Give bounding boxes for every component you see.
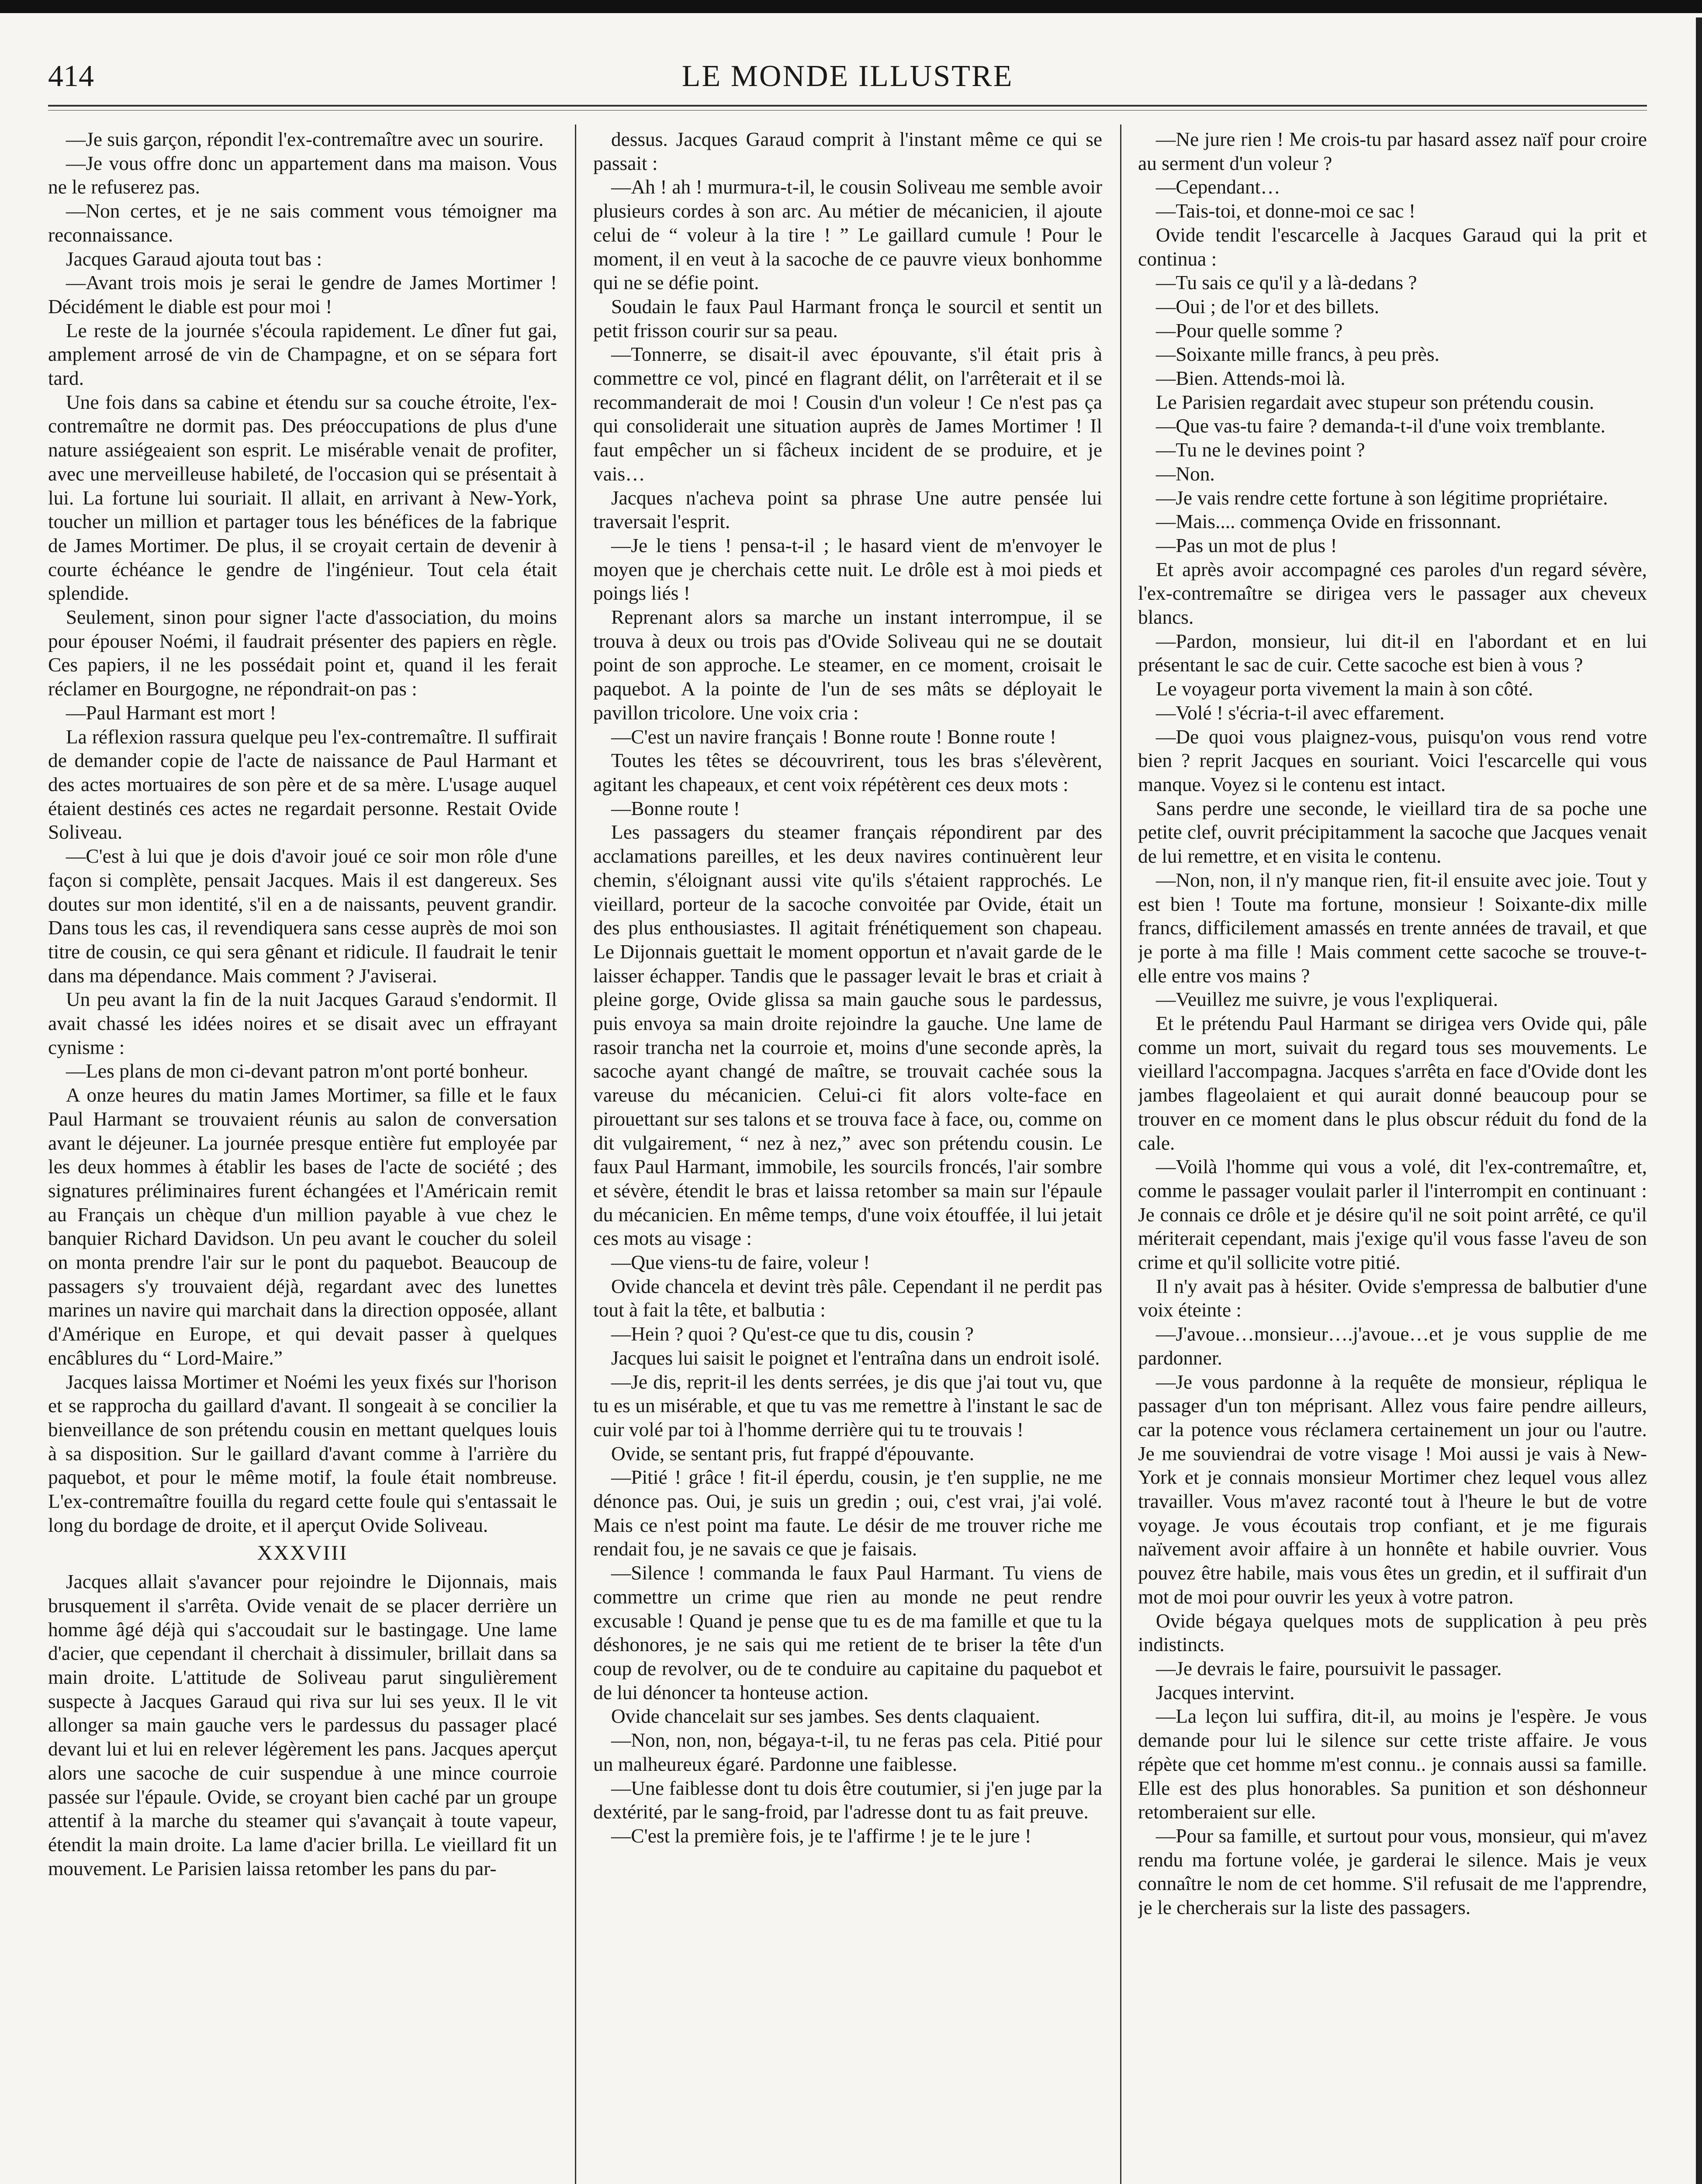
paragraph: —Je vous pardonne à la requête de monsieur, répliqua le passager d'un ton méprisant. Allez vous faire pendre ailleurs, car la potence vous réclamera certainement un jour ou l'autre. Je me souviendrai de votre visage ! Moi aussi je vais à New-York et je connais monsieur Mortimer chez lequel vous allez travailler. Vous m'avez raconté tout à l'heure le but de votre voyage. Je vous écoutais trop confiant, et je me figurais naïvement avoir affaire à un honnête et habile ouvrier. Vous pouvez être habile, mais vous êtes un gredin, et il suffirait d'un mot de moi pour ouvrir les yeux à votre patron. [1138, 1371, 1647, 1608]
paragraph: Jacques Garaud ajouta tout bas : [66, 248, 322, 270]
journal-title: LE MONDE ILLUSTRE [681, 59, 1014, 93]
paragraph: —Voilà l'homme qui vous a volé, dit l'ex-contremaître, et, comme le passager voulait parler il l'interrompit en continuant : Je connais ce drôle et je désire qu'il ne soit point arrêté, ce qu'il mériterait cependant, mais j'exige qu'il vous fasse l'aveu de son crime et qu'il sollicite votre pitié. [1138, 1156, 1647, 1274]
paragraph: —Ah ! ah ! murmura-t-il, le cousin Soliveau me semble avoir plusieurs cordes à son arc. Au métier de mécanicien, il ajoute celui de “ voleur à la tire ! ” Le gaillard cumule ! Pour le moment, il en veut à la sacoche de ce pauvre vieux bonhomme qui ne se défie point. [593, 176, 1102, 294]
paragraph: —Non. [1155, 463, 1215, 485]
paragraph: Jacques lui saisit le poignet et l'entraîna dans un endroit isolé. [611, 1347, 1100, 1369]
paragraph: —Paul Harmant est mort ! [66, 702, 277, 724]
article-columns [48, 128, 1647, 2184]
text-column-2 [593, 128, 1102, 2184]
column-divider-2 [1120, 124, 1121, 2184]
paragraph: —Tonnerre, se disait-il avec épouvante, s'il était pris à commettre ce vol, pincé en flagrant délit, on l'arrêterait et il se recommanderait de moi ! Cousin d'un voleur ! Ce n'est pas ça qui consoliderait une situation auprès de James Mortimer ! Il faut empêcher un si fâcheux incident de se produire, et je vais… [593, 343, 1102, 485]
paragraph: —C'est la première fois, je te l'affirme ! je te le jure ! [611, 1825, 1031, 1847]
paragraph: Ovide bégaya quelques mots de supplication à peu près indistincts. [1138, 1610, 1647, 1656]
paragraph: —Tais-toi, et donne-moi ce sac ! [1155, 200, 1416, 222]
paragraph: Les passagers du steamer français répondirent par des acclamations pareilles, et les deux navires continuèrent leur chemin, s'éloignant aussi vite qu'ils s'étaient rapprochés. Le vieillard, porteur de la sacoche convoitée par Ovide, était un des plus enthousiastes. Il agitait frénétiquement son chapeau. Le Dijonnais guettait le moment opportun et n'avait garde de le laisser échapper. Tandis que le passager levait le bras et criait à pleine gorge, Ovide glissa sa main gauche sous le pardessus, puis envoya sa main droite rejoindre la gauche. Une lame de rasoir trancha net la courroie et, moins d'une seconde après, la sacoche ayant changé de maître, se trouvait cachée sous la vareuse du mécanicien. Celui-ci fit alors volte-face en pirouettant sur ses talons et se trouva face à face, ou, comme on dit vulgairement, “ nez à nez,” avec son prétendu cousin. Le faux Paul Harmant, immobile, les sourcils froncés, l'air sombre et sévère, étendit le bras et laissa retomber sa main sur l'épaule du mécanicien. En même temps, d'une voix étouffée, il lui jetait ces mots au visage : [593, 821, 1102, 1250]
paragraph: Il n'y avait pas à hésiter. Ovide s'empressa de balbutier d'une voix éteinte : [1138, 1275, 1647, 1321]
header-rule [48, 105, 1647, 111]
paragraph: Sans perdre une seconde, le vieillard tira de sa poche une petite clef, ouvrit précipitamment la sacoche que Jacques venait de lui remettre, et en visita le contenu. [1138, 797, 1647, 867]
paragraph: —Pour quelle somme ? [1155, 319, 1343, 342]
paragraph: —C'est un navire français ! Bonne route ! Bonne route ! [611, 726, 1056, 748]
paragraph: —Je vais rendre cette fortune à son légitime propriétaire. [1155, 487, 1608, 509]
paragraph: dessus. Jacques Garaud comprit à l'instant même ce qui se passait : [593, 128, 1102, 174]
page-number: 414 [48, 59, 94, 93]
paragraph: —Hein ? quoi ? Qu'est-ce que tu dis, cousin ? [611, 1323, 974, 1345]
paragraph: Jacques n'acheva point sa phrase Une autre pensée lui traversait l'esprit. [593, 487, 1102, 533]
paragraph: —Que viens-tu de faire, voleur ! [611, 1251, 870, 1274]
paragraph: Ovide chancelait sur ses jambes. Ses dents claquaient. [611, 1705, 1040, 1728]
paragraph: Et après avoir accompagné ces paroles d'un regard sévère, l'ex-contremaître se dirigea vers le passager aux cheveux blancs. [1138, 558, 1647, 629]
top-border [0, 0, 1702, 13]
paragraph: —Que vas-tu faire ? demanda-t-il d'une voix tremblante. [1155, 415, 1605, 437]
paragraph: —Pas un mot de plus ! [1155, 534, 1337, 556]
paragraph: La réflexion rassura quelque peu l'ex-contremaître. Il suffirait de demander copie de l'acte de naissance de Paul Harmant et des actes mortuaires de son père et de sa mère. L'usage auquel étaient destinés ces actes ne regardait personne. Restait Ovide Soliveau. [48, 726, 557, 843]
paragraph: Le reste de la journée s'écoula rapidement. Le dîner fut gai, amplement arrosé de vin de Champagne, et on se sépara fort tard. [48, 319, 557, 390]
paragraph: Reprenant alors sa marche un instant interrompue, il se trouva à deux ou trois pas d'Ovide Soliveau qui ne se doutait point de son approche. Le steamer, en ce moment, croisait le paquebot. A la pointe de l'un de ses mâts se déployait le pavillon tricolore. Une voix cria : [593, 606, 1102, 724]
paragraph: Jacques laissa Mortimer et Noémi les yeux fixés sur l'horison et se rapprocha du gaillard d'avant. Il songeait à se concilier la bienveillance de son prétendu cousin en mettant quelques louis à sa disposition. Sur le gaillard d'avant comme à l'arrière du paquebot, et pour le même motif, la foule était nombreuse. L'ex-contremaître fouilla du regard cette foule qui s'entassait le long du bordage de droite, et il aperçut Ovide Soliveau. [48, 1371, 557, 1536]
paragraph: —Les plans de mon ci-devant patron m'ont porté bonheur. [66, 1060, 529, 1082]
paragraph: Ovide chancela et devint très pâle. Cependant il ne perdit pas tout à fait la tête, et balbutia : [593, 1275, 1102, 1321]
paragraph: —Ne jure rien ! Me crois-tu par hasard assez naïf pour croire au serment d'un voleur ? [1138, 128, 1647, 174]
paragraph: —La leçon lui suffira, dit-il, au moins je l'espère. Je vous demande pour lui le silence sur cette triste affaire. Je vous répète que cet homme m'est connu.. je connais aussi sa famille. Elle est des plus honorables. Sa punition et son déshonneur retomberaient sur elle. [1138, 1705, 1647, 1823]
paragraph: —Soixante mille francs, à peu près. [1155, 343, 1440, 366]
paragraph: —Pitié ! grâce ! fit-il éperdu, cousin, je t'en supplie, ne me dénonce pas. Oui, je suis un gredin ; oui, c'est vrai, j'ai volé. Mais ce n'est point ma faute. Le désir de me trouver riche me rendait fou, je ne savais ce que je faisais. [593, 1466, 1102, 1560]
paragraph: —Silence ! commanda le faux Paul Harmant. Tu viens de commettre un crime que rien au monde ne peut rendre excusable ! Quand je pense que tu es de ma famille et que tu la déshonores, je ne sais qui me retient de te briser la tête d'un coup de revolver, ou de te conduire au capitaine du paquebot et de lui dénoncer ta honteuse action. [593, 1562, 1102, 1704]
paragraph: Jacques allait s'avancer pour rejoindre le Dijonnais, mais brusquement il s'arrêta. Ovide venait de se placer derrière un homme âgé déjà qui s'accoudait sur le bastingage. Une lame d'acier, que cependant il cherchait à dissimuler, brillait dans sa main droite. L'attitude de Soliveau parut singulièrement suspecte à Jacques Garaud qui riva sur lui ses yeux. Il le vit allonger sa main gauche vers le pardessus du passager placé devant lui et lui en relever légèrement les pans. Jacques aperçut alors une sacoche de cuir suspendue à une mince courroie passée sur l'épaule. Ovide, se croyant bien caché par un groupe attentif à la marche du steamer qui s'avançait à toute vapeur, étendit la main droite. La lame d'acier brilla. Le vieillard fit un mouvement. Le Parisien laissa retomber les pans du par- [48, 1571, 557, 1880]
paragraph: Et le prétendu Paul Harmant se dirigea vers Ovide qui, pâle comme un mort, suivait du regard tous ses mouvements. Le vieillard l'accompagna. Jacques s'arrêta en face d'Ovide dont les jambes flageolaient et qui aurait donné beaucoup pour se trouver en ce moment dans le plus obscur réduit du fond de la cale. [1138, 1013, 1647, 1154]
paragraph: Soudain le faux Paul Harmant fronça le sourcil et sentit un petit frisson courir sur sa peau. [593, 295, 1102, 342]
paragraph: —Non, non, il n'y manque rien, fit-il ensuite avec joie. Tout y est bien ! Toute ma fortune, monsieur ! Soixante-dix mille francs, difficilement amassés en trente années de travail, et que je porte à ma fille ! Mais comment cette sacoche se trouve-t-elle entre vos mains ? [1138, 869, 1647, 987]
paragraph: —Je suis garçon, répondit l'ex-contremaître avec un sourire. [66, 128, 544, 150]
paragraph: —Avant trois mois je serai le gendre de James Mortimer ! Décidément le diable est pour moi ! [48, 272, 557, 318]
text-column-1 [48, 128, 557, 2184]
page-edge-shadow [1696, 17, 1702, 2184]
paragraph: Le Parisien regardait avec stupeur son prétendu cousin. [1155, 391, 1595, 413]
paragraph: —Tu ne le devines point ? [1155, 439, 1365, 461]
paragraph: —Tu sais ce qu'il y a là-dedans ? [1155, 272, 1417, 294]
paragraph: Ovide tendit l'escarcelle à Jacques Garaud qui la prit et continua : [1138, 224, 1647, 270]
paragraph: —J'avoue…monsieur….j'avoue…et je vous supplie de me pardonner. [1138, 1323, 1647, 1369]
paragraph: Un peu avant la fin de la nuit Jacques Garaud s'endormit. Il avait chassé les idées noires et se disait avec un effrayant cynisme : [48, 988, 557, 1058]
paragraph: —Bien. Attends-moi là. [1155, 367, 1346, 390]
paragraph: —Je le tiens ! pensa-t-il ; le hasard vient de m'envoyer le moyen que je cherchais cette nuit. Le drôle est à moi pieds et poings liés ! [593, 534, 1102, 605]
paragraph: —Oui ; de l'or et des billets. [1155, 295, 1380, 318]
paragraph: —Bonne route ! [611, 797, 740, 819]
paragraph: —Veuillez me suivre, je vous l'expliquerai. [1155, 988, 1498, 1011]
paragraph: —Je devrais le faire, poursuivit le passager. [1155, 1658, 1502, 1679]
paragraph: —Volé ! s'écria-t-il avec effarement. [1155, 702, 1445, 724]
paragraph: —Une faiblesse dont tu dois être coutumier, si j'en juge par la dextérité, par le sang-froid, par l'adresse dont tu as fait preuve. [593, 1777, 1102, 1823]
paragraph: Jacques intervint. [1155, 1681, 1295, 1704]
paragraph: —Non, non, non, bégaya-t-il, tu ne feras pas cela. Pitié pour un malheureux égaré. Pardonne une faiblesse. [593, 1729, 1102, 1775]
paragraph: Seulement, sinon pour signer l'acte d'association, du moins pour épouser Noémi, il faudrait présenter des papiers en règle. Ces papiers, il ne les possédait point et, quand il les ferait réclamer en Bourgogne, ne répondrait-on pas : [48, 606, 557, 700]
paragraph: —Cependant… [1155, 176, 1280, 198]
paragraph: —De quoi vous plaignez-vous, puisqu'on vous rend votre bien ? reprit Jacques en souriant. Voici l'escarcelle qui vous manque. Voyez si le contenu est intact. [1138, 726, 1647, 795]
paragraph: —Mais.... commença Ovide en frissonnant. [1155, 511, 1501, 533]
paragraph: —Je vous offre donc un appartement dans ma maison. Vous ne le refuserez pas. [48, 152, 557, 198]
paragraph: Ovide, se sentant pris, fut frappé d'épouvante. [611, 1442, 975, 1465]
paragraph: Toutes les têtes se découvrirent, tous les bras s'élevèrent, agitant les chapeaux, et cent voix répétèrent ces deux mots : [593, 750, 1102, 795]
paragraph: —C'est à lui que je dois d'avoir joué ce soir mon rôle d'une façon si complète, pensait Jacques. Mais il est dangereux. Ses doutes sur mon identité, s'il en a de naissants, peuvent grandir. Dans tous les cas, il revendiquera sans cesse auprès de moi son titre de cousin, ce qui sera gênant et ridicule. Il faudrait le tenir dans ma dépendance. Mais comment ? J'aviserai. [48, 845, 557, 987]
paragraph: —Je dis, reprit-il les dents serrées, je dis que j'ai tout vu, que tu es un misérable, et que tu vas me remettre à l'instant le sac de cuir volé par toi à l'homme derrière qui tu te trouvais ! [593, 1371, 1102, 1441]
paragraph: —Non certes, et je ne sais comment vous témoigner ma reconnaissance. [48, 200, 557, 246]
chapter-heading: XXXVIII [257, 1541, 348, 1565]
paragraph: A onze heures du matin James Mortimer, sa fille et le faux Paul Harmant se trouvaient réunis au salon de conversation avant le déjeuner. La journée presque entière fut employée par les deux hommes à établir les bases de l'acte de société ; des signatures préliminaires furent échangées et l'Américain remit au Français un chèque d'un million payable à vue chez le banquier Richard Davidson. Un peu avant le coucher du soleil on monta prendre l'air sur le pont du paquebot. Beaucoup de passagers s'y trouvaient déjà, regardant avec des lunettes marines un navire qui marchait dans la direction opposée, allant d'Amérique en Europe, et qui devait passer à quelques encâblures du “ Lord-Maire.” [48, 1084, 557, 1369]
paragraph: Le voyageur porta vivement la main à son côté. [1155, 678, 1533, 700]
page-header [48, 55, 1647, 103]
column-divider-1 [575, 124, 576, 2184]
paragraph: —Pour sa famille, et surtout pour vous, monsieur, qui m'avez rendu ma fortune volée, je garderai le silence. Mais je veux connaître le nom de cet homme. S'il refusait de me l'apprendre, je le chercherais sur la liste des passagers. [1138, 1825, 1647, 1919]
text-column-3 [1138, 128, 1647, 2184]
paragraph: —Pardon, monsieur, lui dit-il en l'abordant et en lui présentant le sac de cuir. Cette sacoche est bien à vous ? [1138, 630, 1647, 676]
paragraph: Une fois dans sa cabine et étendu sur sa couche étroite, l'ex-contremaître ne dormit pas. Des préoccupations de plus d'une nature assiégeaient son esprit. Le misérable venait de profiter, avec une merveilleuse habileté, de l'occasion qui se présentait à lui. La fortune lui souriait. Il allait, en arrivant à New-York, toucher un million et partager tous les bénéfices de la fabrique de James Mortimer. De plus, il se croyait certain de devenir à courte échéance le gendre de l'ingénieur. Tout cela était splendide. [48, 391, 557, 605]
